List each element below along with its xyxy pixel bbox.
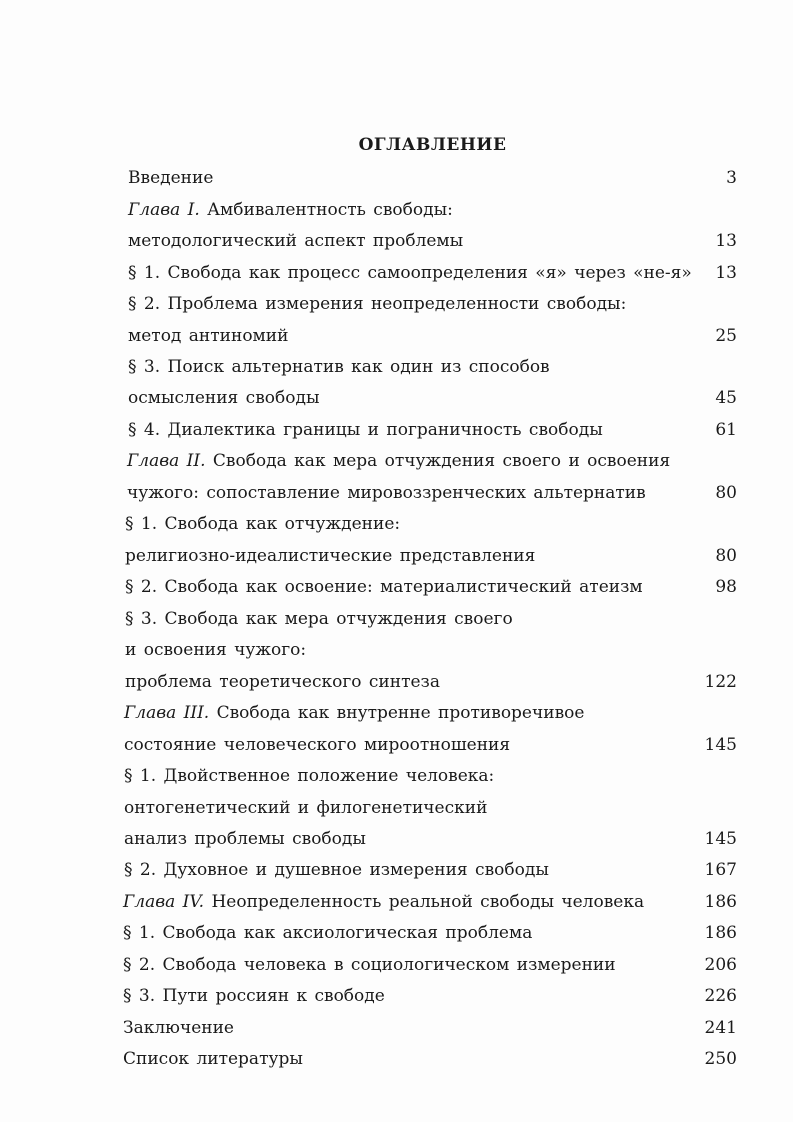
page-number: 226 bbox=[704, 986, 737, 1006]
toc-entry-text bbox=[123, 953, 616, 977]
toc-entry-text bbox=[128, 355, 550, 379]
toc-entry bbox=[0, 449, 793, 473]
page-number: 241 bbox=[704, 1018, 737, 1038]
entry-title: состояние человеческого мироотношения bbox=[124, 735, 511, 755]
toc-entry-text bbox=[124, 701, 584, 725]
toc-entry-text bbox=[123, 921, 532, 945]
toc-entry bbox=[0, 418, 793, 442]
toc-entry bbox=[0, 670, 793, 694]
entry-title: анализ проблемы свободы bbox=[124, 829, 366, 849]
chapter-label: Глава III. bbox=[124, 703, 210, 723]
page-number: 25 bbox=[715, 326, 737, 346]
toc-entry-text bbox=[128, 261, 692, 285]
toc-entry-text bbox=[124, 858, 549, 882]
toc-entry bbox=[0, 733, 793, 757]
toc-entry bbox=[0, 229, 793, 253]
page-number: 80 bbox=[715, 546, 737, 566]
entry-title: § 1. Двойственное положение человека: bbox=[124, 766, 495, 786]
entry-title: методологический аспект проблемы bbox=[128, 231, 464, 251]
entry-title: чужого: сопоставление мировоззренческих альтернатив bbox=[127, 483, 646, 503]
toc-entry-text bbox=[123, 1016, 234, 1040]
toc-entry-text bbox=[124, 764, 494, 788]
toc-entry-text bbox=[127, 481, 646, 505]
toc-entry bbox=[0, 324, 793, 348]
entry-title: Амбивалентность свободы: bbox=[199, 200, 453, 220]
toc-entry bbox=[0, 827, 793, 851]
toc-entry bbox=[0, 858, 793, 882]
toc-entry-text bbox=[125, 638, 306, 662]
toc-entry-text bbox=[125, 512, 400, 536]
toc-entry bbox=[0, 481, 793, 505]
toc-entry bbox=[0, 701, 793, 725]
entry-title: § 4. Диалектика границы и пограничность свободы bbox=[128, 420, 603, 440]
entry-title: § 3. Поиск альтернатив как один из способов bbox=[128, 357, 550, 377]
entry-title: § 3. Пути россиян к свободе bbox=[123, 986, 385, 1006]
toc-entry-text bbox=[128, 418, 603, 442]
page-number: 122 bbox=[704, 672, 737, 692]
toc-entry bbox=[0, 764, 793, 788]
entry-title: осмысления свободы bbox=[128, 388, 320, 408]
toc-entry bbox=[0, 890, 793, 914]
entry-title: § 1. Свобода как отчуждение: bbox=[125, 514, 401, 534]
entry-title: § 2. Проблема измерения неопределенности свободы: bbox=[128, 294, 627, 314]
entry-title: проблема теоретического синтеза bbox=[125, 672, 440, 692]
entry-title: Неопределенность реальной свободы человека bbox=[204, 892, 645, 912]
chapter-label: Глава I. bbox=[128, 200, 200, 220]
toc-entry bbox=[0, 796, 793, 820]
entry-title: Список литературы bbox=[123, 1049, 303, 1069]
page-number: 13 bbox=[715, 231, 737, 251]
page-number: 3 bbox=[726, 168, 737, 188]
toc-entry-text bbox=[128, 166, 213, 190]
page-number: 80 bbox=[715, 483, 737, 503]
entry-title: § 3. Свобода как мера отчуждения своего bbox=[125, 609, 513, 629]
toc-entry-text bbox=[123, 984, 385, 1008]
page-number: 13 bbox=[715, 263, 737, 283]
toc-entry-text bbox=[127, 449, 670, 473]
toc-entry-text bbox=[124, 827, 366, 851]
entry-title: Заключение bbox=[123, 1018, 234, 1038]
page-number: 61 bbox=[715, 420, 737, 440]
toc-entry bbox=[0, 638, 793, 662]
page-title: ОГЛАВЛЕНИЕ bbox=[358, 135, 507, 155]
page-number: 250 bbox=[704, 1049, 737, 1069]
page-number: 145 bbox=[704, 735, 737, 755]
page-number: 45 bbox=[715, 388, 737, 408]
entry-title: § 2. Свобода как освоение: материалистический атеизм bbox=[125, 577, 643, 597]
toc-entry bbox=[0, 984, 793, 1008]
entry-title: Свобода как внутренне противоречивое bbox=[209, 703, 585, 723]
toc-entry bbox=[0, 386, 793, 410]
toc-entry-text bbox=[125, 670, 440, 694]
chapter-label: Глава II. bbox=[127, 451, 206, 471]
entry-title: Свобода как мера отчуждения своего и освоения bbox=[205, 451, 671, 471]
page-number: 167 bbox=[704, 860, 737, 880]
entry-title: Введение bbox=[128, 168, 214, 188]
toc-entry bbox=[0, 355, 793, 379]
toc-entry bbox=[0, 292, 793, 316]
toc-entry-text bbox=[128, 229, 463, 253]
toc-entry-text bbox=[128, 386, 319, 410]
toc-entry bbox=[0, 198, 793, 222]
toc-entry-text bbox=[128, 292, 626, 316]
entry-title: религиозно-идеалистические представления bbox=[125, 546, 536, 566]
toc-entry bbox=[0, 1016, 793, 1040]
toc-entry bbox=[0, 512, 793, 536]
toc-entry-text bbox=[124, 733, 510, 757]
toc-entry-text bbox=[128, 198, 453, 222]
toc-entry-text bbox=[125, 575, 643, 599]
entry-title: § 2. Духовное и душевное измерения свободы bbox=[124, 860, 549, 880]
toc-entry bbox=[0, 575, 793, 599]
toc-entry bbox=[0, 953, 793, 977]
entry-title: § 1. Свобода как аксиологическая проблема bbox=[123, 923, 533, 943]
toc-entry-text bbox=[123, 1047, 303, 1071]
toc-entry bbox=[0, 261, 793, 285]
toc-entry-text bbox=[123, 890, 644, 914]
page-number: 186 bbox=[704, 892, 737, 912]
entry-title: § 2. Свобода человека в социологическом измерении bbox=[123, 955, 616, 975]
entry-title: и освоения чужого: bbox=[125, 640, 307, 660]
toc-entry bbox=[0, 607, 793, 631]
toc-entry-text bbox=[125, 544, 535, 568]
entry-title: метод антиномий bbox=[128, 326, 289, 346]
page-number: 186 bbox=[704, 923, 737, 943]
toc-entry-text bbox=[128, 324, 288, 348]
chapter-label: Глава IV. bbox=[123, 892, 205, 912]
page-number: 206 bbox=[704, 955, 737, 975]
toc-entry bbox=[0, 1047, 793, 1071]
page-number: 98 bbox=[715, 577, 737, 597]
entry-title: § 1. Свобода как процесс самоопределения «я» через «не-я» bbox=[128, 263, 692, 283]
toc-entry-text bbox=[125, 607, 513, 631]
entry-title: онтогенетический и филогенетический bbox=[124, 798, 488, 818]
toc-entry bbox=[0, 166, 793, 190]
toc-entry-text bbox=[124, 796, 487, 820]
toc-entry bbox=[0, 921, 793, 945]
toc-entry bbox=[0, 544, 793, 568]
page-number: 145 bbox=[704, 829, 737, 849]
